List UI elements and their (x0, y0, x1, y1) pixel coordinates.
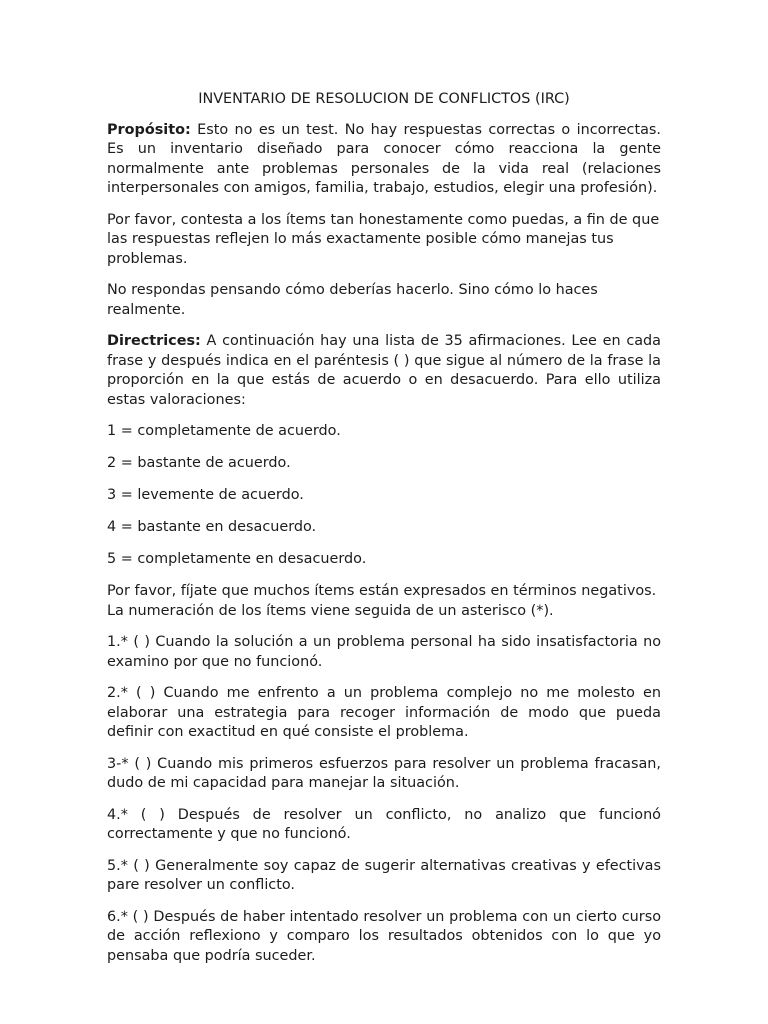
scale-item-2: 2 = bastante de acuerdo. (107, 455, 291, 471)
inventory-item-2: 2.* ( ) Cuando me enfrento a un problema complejo no me molesto en elaborar una estrategia para recoger información de modo que pueda definir con exactitud en qué consiste el problema. (107, 685, 661, 740)
scale-item-1: 1 = completamente de acuerdo. (107, 423, 341, 439)
purpose-text: Esto no es un test. No hay respuestas correctas o incorrectas. Es un inventario diseñado para conocer cómo reacciona la gente normalmente ante problemas personales de la vida real (relaciones interpersonales con amigos, familia, trabajo, estudios, elegir una profesión). (107, 121, 661, 196)
inventory-item-6: 6.* ( ) Después de haber intentado resolver un problema con un cierto curso de acción reflexiono y comparo los resultados obtenidos con lo que yo pensaba que podría suceder. (107, 908, 661, 964)
directions-text: A continuación hay una lista de 35 afirmaciones. Lee en cada frase y después indica en el paréntesis ( ) que sigue al número de la frase la proporción en la que estás de acuerdo o en desacuerdo. Para ello utiliza estas valoraciones: (107, 333, 661, 408)
inventory-item-1: 1.* ( ) Cuando la solución a un problema personal ha sido insatisfactoria no examino por que no funcionó. (107, 634, 661, 670)
document-title: INVENTARIO DE RESOLUCION DE CONFLICTOS (IRC) (198, 91, 570, 107)
purpose-label: Propósito: (107, 121, 191, 138)
inventory-item-4: 4.* ( ) Después de resolver un conflicto, no analizo que funcionó correctamente y que no funcionó. (107, 806, 661, 842)
purpose-paragraph (107, 121, 661, 199)
inventory-item-3: 3-* ( ) Cuando mis primeros esfuerzos para resolver un problema fracasan, dudo de mi capacidad para manejar la situación. (107, 755, 661, 791)
directions-label: Directrices: (107, 333, 201, 349)
scale-item-3: 3 = levemente de acuerdo. (107, 487, 304, 503)
request-paragraph: Por favor, contesta a los ítems tan honestamente como puedas, a fin de que las respuestas reflejen lo más exactamente posible cómo manejas tus problemas. (107, 211, 660, 267)
scale-item-5: 5 = completamente en desacuerdo. (107, 551, 367, 567)
inventory-item-5: 5.* ( ) Generalmente soy capaz de sugerir alternativas creativas y efectivas pare resolver un conflicto. (107, 857, 661, 893)
negative-items-note: Por favor, fíjate que muchos ítems están expresados en términos negativos. La numeración de los ítems viene seguida de un asterisco (*). (107, 583, 657, 619)
scale-item-4: 4 = bastante en desacuerdo. (107, 519, 317, 535)
caution-paragraph: No respondas pensando cómo deberías hacerlo. Sino cómo lo haces realmente. (107, 282, 598, 318)
directions-paragraph (107, 332, 661, 410)
document-page (107, 90, 661, 978)
